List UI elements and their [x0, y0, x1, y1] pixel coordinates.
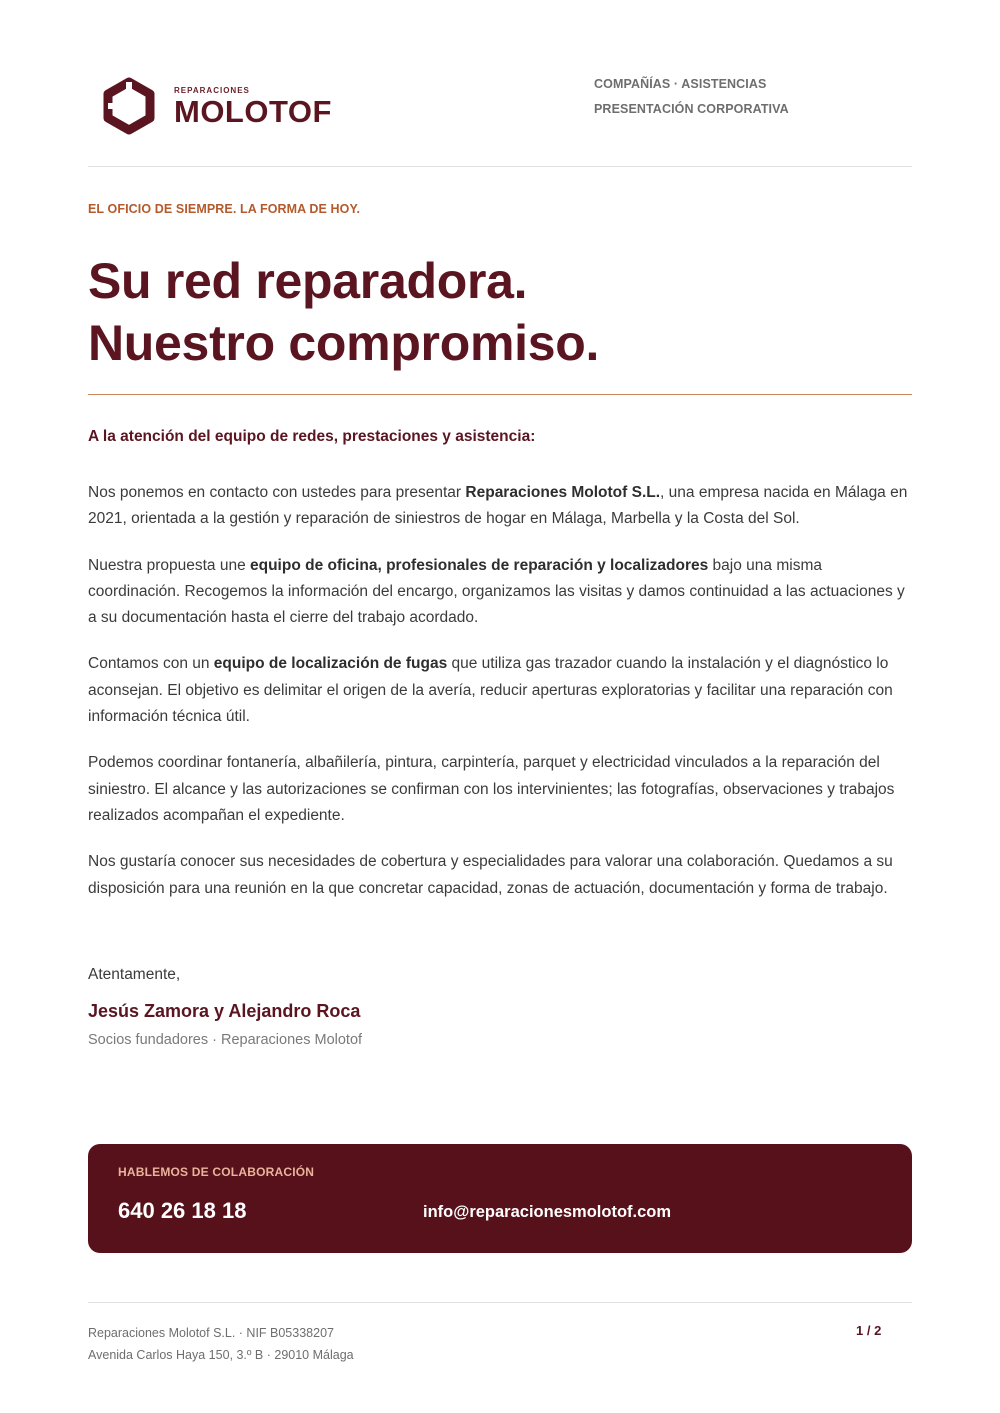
hexagon-logo-icon — [100, 76, 158, 136]
header-meta-line-1: COMPAÑÍAS · ASISTENCIAS — [594, 77, 767, 91]
paragraph-1-bold: Reparaciones Molotof S.L. — [465, 484, 661, 501]
closing-salutation: Atentamente, — [88, 966, 181, 983]
paragraph-2-bold: equipo de oficina, profesionales de reparación y localizadores — [250, 556, 709, 574]
signers-names: Jesús Zamora y Alejandro Roca — [88, 1001, 361, 1021]
logo-wordmark — [174, 86, 332, 127]
header-divider — [88, 166, 912, 167]
headline-line-2: Nuestro compromiso. — [88, 315, 600, 371]
paragraph-3-text-a: Contamos con un — [88, 655, 214, 673]
headline-line-1: Su red reparadora. — [88, 253, 528, 309]
contact-cta-box — [88, 1144, 912, 1253]
cta-email[interactable]: info@reparacionesmolotof.com — [423, 1203, 672, 1221]
footer-divider — [88, 1302, 912, 1303]
header-meta-line-2: PRESENTACIÓN CORPORATIVA — [594, 102, 789, 116]
logo-small-text: REPARACIONES — [174, 85, 250, 95]
paragraph-1-text-a: Nos ponemos en contacto con ustedes para presentar — [88, 484, 466, 501]
paragraph-1-text-c: , una empresa nacida en Málaga en 2021, orientada a la gestión y reparación de siniestros de hogar en Málaga, Marbella y la Costa del Sol. — [88, 484, 908, 528]
paragraph-4: Podemos coordinar fontanería, albañilería, pintura, carpintería, parquet y electricidad vinculados a la reparación del siniestro. El alcance y las autorizaciones se confirman con los intervinientes; las fotografías, observaciones y trabajos realizados acompañan el expediente. — [88, 754, 895, 824]
paragraph-2 — [88, 553, 914, 632]
letter-body — [88, 480, 914, 922]
signers-role: Socios fundadores · Reparaciones Molotof — [88, 1032, 363, 1048]
paragraph-1 — [88, 480, 914, 533]
footer-company-info — [88, 1322, 354, 1366]
paragraph-3-text-c: que utiliza gas trazador cuando la instalación y el diagnóstico lo aconsejan. El objetivo es delimitar el origen de la avería, reducir aperturas exploratorias y facilitar una reparación con información técnica útil. — [88, 655, 893, 726]
headline — [88, 250, 599, 374]
cta-label: HABLEMOS DE COLABORACIÓN — [118, 1165, 315, 1179]
page-number: 1 / 2 — [856, 1323, 882, 1338]
headline-divider — [88, 394, 912, 395]
attention-line: A la atención del equipo de redes, prestaciones y asistencia: — [88, 428, 536, 445]
paragraph-2-text-c: bajo una misma coordinación. Recogemos la información del encargo, organizamos las visitas y damos continuidad a las actuaciones y a su documentación hasta el cierre del trabajo acordado. — [88, 556, 905, 627]
paragraph-5: Nos gustaría conocer sus necesidades de cobertura y especialidades para valorar una colaboración. Quedamos a su disposición para una reunión en la que concretar capacidad, zonas de actuación, documentación y forma de trabajo. — [88, 853, 893, 897]
logo-big-text: MOLOTOF — [174, 93, 332, 129]
cta-phone[interactable]: 640 26 18 18 — [118, 1198, 247, 1223]
paragraph-3 — [88, 651, 914, 730]
footer-line-2: Avenida Carlos Haya 150, 3.º B · 29010 Málaga — [88, 1348, 354, 1362]
header-meta — [594, 72, 789, 122]
paragraph-2-text-a: Nuestra propuesta une — [88, 556, 250, 574]
footer-line-1: Reparaciones Molotof S.L. · NIF B05338207 — [88, 1326, 334, 1340]
paragraph-3-bold: equipo de localización de fugas — [213, 655, 448, 673]
company-logo — [100, 76, 332, 136]
tagline: EL OFICIO DE SIEMPRE. LA FORMA DE HOY. — [88, 202, 361, 216]
